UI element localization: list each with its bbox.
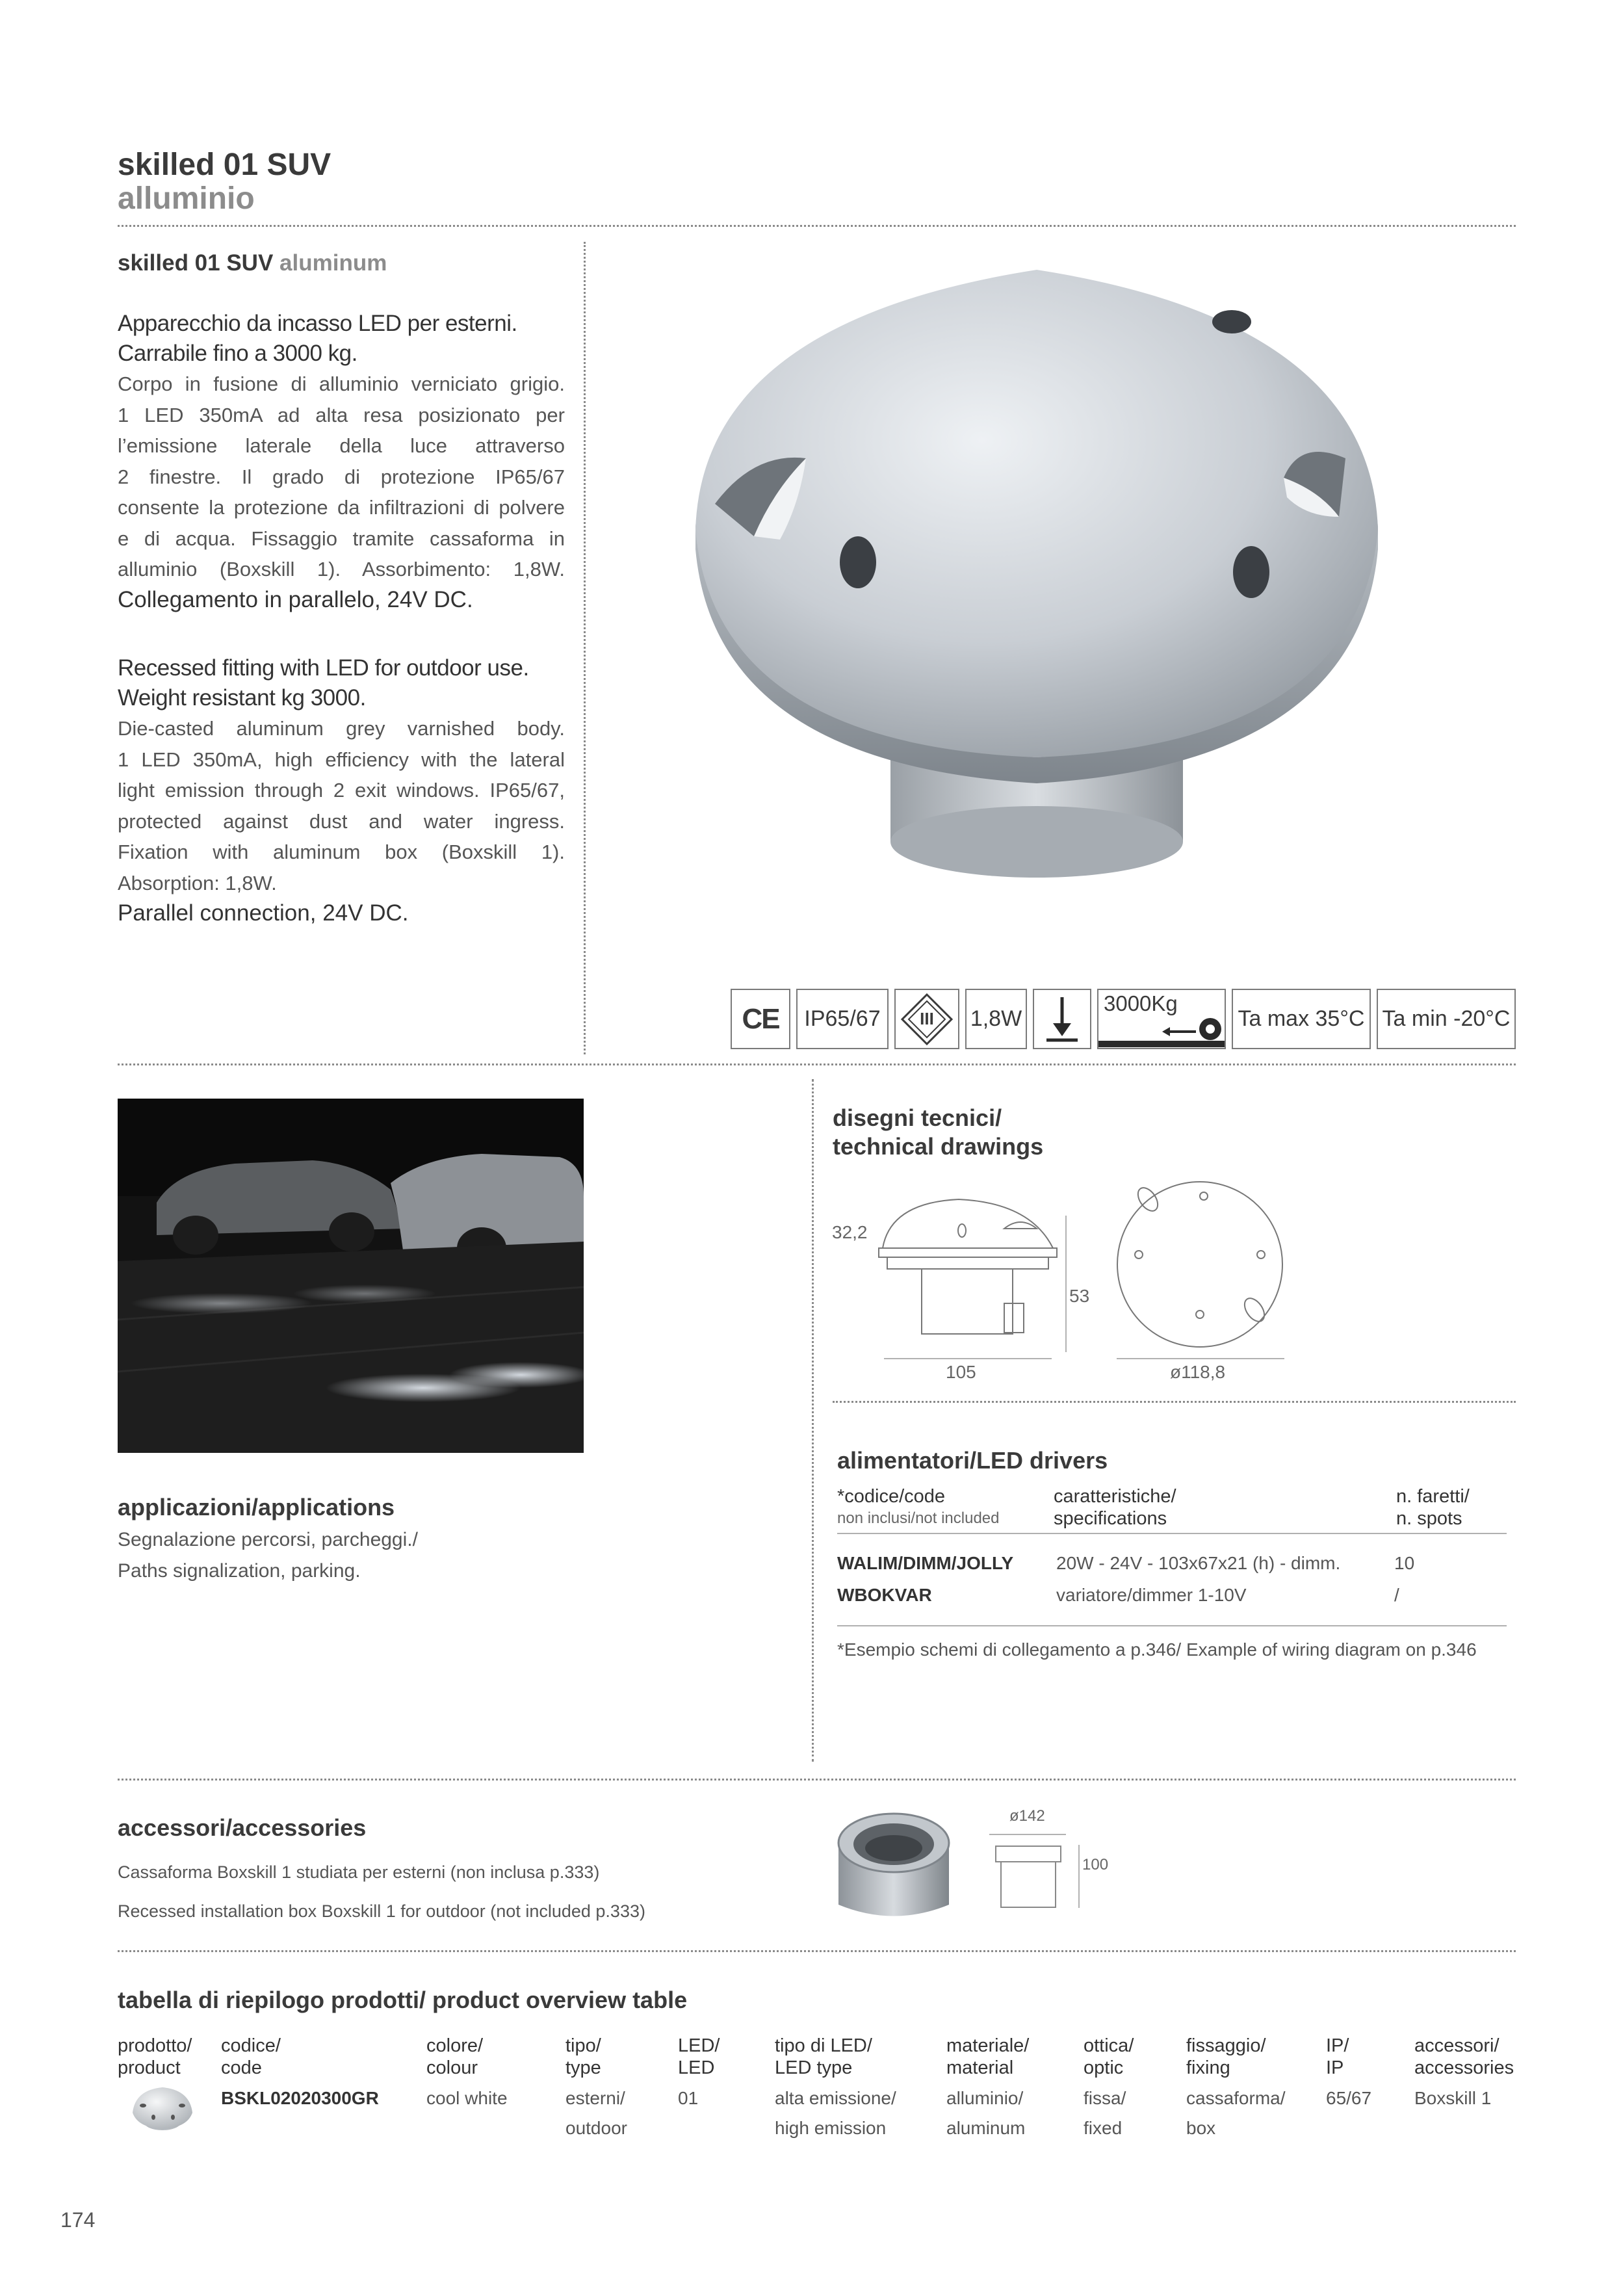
overview-col-product-2: product [118,2057,181,2078]
accessories-title: accessori/accessories [118,1814,367,1841]
top-column-divider [584,242,586,1054]
dim-diameter-label: ø118,8 [1170,1362,1226,1382]
driver-row-2-code: WBOKVAR [837,1585,932,1605]
application-photo [118,1099,584,1453]
overview-row-optic-1: fissa/ [1084,2088,1126,2108]
overview-row-type-2: outdoor [565,2118,627,2138]
drivers-title: alimentatori/LED drivers [837,1447,1108,1474]
description-en-line-1: Die-casted aluminum grey varnished body. [118,717,565,740]
description-it-line-5: consente la protezione da infiltrazioni di polvere [118,496,565,519]
page-number: 174 [60,2208,96,2232]
boxskill-height-label: 100 [1082,1856,1109,1873]
drivers-col-code [837,1485,1000,1530]
middle-column-divider [812,1079,814,1762]
accessories-text [118,1853,645,1931]
driver-row-1-spec: 20W - 24V - 103x67x21 (h) - dimm. [1056,1553,1341,1573]
dim-height-label: 53 [1069,1286,1090,1306]
overview-col-led [678,2035,720,2079]
description-it-lead-2: Carrabile fino a 3000 kg. [118,341,357,366]
applications-line-2: Paths signalization, parking. [118,1560,361,1582]
drivers-note: *Esempio schemi di collegamento a p.346/ Example of wiring diagram on p.346 [837,1639,1477,1660]
overview-col-led-type-1: tipo di LED/ [775,2035,872,2056]
description-en-strong: Parallel connection, 24V DC. [118,900,409,926]
section-divider-3 [118,1950,1516,1952]
technical-drawings-title-1: disegni tecnici/ [833,1104,1002,1131]
overview-col-accessories-2: accessories [1414,2057,1514,2078]
ta-min-badge [1377,989,1516,1049]
overview-col-code-2: code [221,2057,262,2078]
description-it-line-7: alluminio (Boxskill 1). Assorbimento: 1,8W. [118,558,565,581]
driver-row-2-spec: variatore/dimmer 1-10V [1056,1585,1247,1605]
overview-row-led: 01 [678,2088,699,2108]
overview-row-ip: 65/67 [1326,2088,1372,2108]
technical-drawing [825,1164,1306,1391]
section-divider-1 [118,1063,1516,1065]
overview-row-led-type-1: alta emissione/ [775,2088,896,2108]
overview-row-accessories: Boxskill 1 [1414,2088,1492,2108]
description-en-line-3: light emission through 2 exit windows. IP65/67, [118,779,565,802]
drivers-col-spec-1: caratteristiche/ [1054,1486,1176,1507]
power-badge [965,989,1027,1049]
description-it-line-1: Corpo in fusione di alluminio verniciato grigio. [118,372,565,395]
overview-row-type [565,2083,627,2143]
class-iii-text: III [920,1009,934,1028]
drawings-divider [833,1401,1516,1403]
overview-col-product [118,2035,192,2079]
dim-top-label: 32,2 [832,1222,868,1242]
product-heading-name: skilled 01 SUV [118,250,274,276]
driver-row-1-code: WALIM/DIMM/JOLLY [837,1553,1014,1573]
description-en-line-6: Absorption: 1,8W. [118,871,277,894]
section-divider-2 [118,1779,1516,1781]
drivers-col-spots-1: n. faretti/ [1396,1486,1470,1507]
overview-row-led-type [775,2083,896,2143]
product-thumbnail [129,2083,197,2135]
overview-row-fixing [1186,2083,1286,2143]
overview-col-fixing [1186,2035,1266,2079]
arrow-down-icon [1043,993,1082,1045]
drivers-col-spec-2: specifications [1054,1508,1167,1529]
header-divider [118,225,1516,227]
overview-col-material [946,2035,1029,2079]
walkover-arrow-icon [1033,989,1091,1049]
description-it-line-3: l’emissione laterale della luce attraverso [118,434,565,457]
overview-col-led-type-2: LED type [775,2057,853,2078]
description-en-lead-1: Recessed fitting with LED for outdoor use. [118,655,529,681]
boxskill-diameter-label: ø142 [1009,1807,1045,1825]
dim-width-label: 105 [946,1362,976,1382]
overview-col-ip-2: IP [1326,2057,1344,2078]
overview-col-fixing-1: fissaggio/ [1186,2035,1266,2056]
power-text: 1,8W [970,1006,1022,1031]
ip-rating-badge [796,989,889,1049]
load-rating-badge [1097,989,1226,1049]
description-en-lead-2: Weight resistant kg 3000. [118,685,366,711]
driver-row-1-spots: 10 [1394,1553,1415,1573]
overview-col-type [565,2035,601,2079]
boxskill-photo [825,1797,962,1927]
overview-title: tabella di riepilogo prodotti/ product overview table [118,1987,688,2013]
overview-col-fixing-2: fixing [1186,2057,1230,2078]
technical-drawings-title [833,1104,1043,1161]
drivers-col-spots-2: n. spots [1396,1508,1462,1529]
overview-row-fixing-2: box [1186,2118,1216,2138]
overview-col-product-1: prodotto/ [118,2035,192,2056]
overview-row-colour: cool white [426,2088,508,2108]
drivers-col-spec [1054,1485,1176,1530]
overview-col-code [221,2035,281,2079]
applications-text [118,1524,418,1587]
overview-row-optic-2: fixed [1084,2118,1123,2138]
drivers-col-code-1: *codice/code [837,1486,946,1507]
applications-line-1: Segnalazione percorsi, parcheggi./ [118,1529,418,1550]
description-en-line-5: Fixation with aluminum box (Boxskill 1). [118,841,565,863]
product-heading [118,250,387,276]
overview-row-type-1: esterni/ [565,2088,625,2108]
boxskill-drawing [981,1820,1092,1918]
overview-row-led-type-2: high emission [775,2118,887,2138]
overview-col-led-2: LED [678,2057,715,2078]
overview-col-colour-1: colore/ [426,2035,484,2056]
ta-max-text: Ta max 35°C [1238,1006,1365,1031]
description-en-line-4: protected against dust and water ingress. [118,809,565,833]
product-photo [676,244,1397,913]
ce-mark-icon [731,989,790,1049]
ce-mark-text: CE [742,1002,779,1035]
overview-col-led-type [775,2035,872,2079]
technical-drawings-title-2: technical drawings [833,1133,1044,1160]
overview-col-colour [426,2035,483,2079]
overview-col-led-1: LED/ [678,2035,720,2056]
overview-col-accessories-1: accessori/ [1414,2035,1500,2056]
drivers-header-rule [837,1533,1507,1534]
description-italian [118,309,565,615]
overview-col-optic-1: ottica/ [1084,2035,1134,2056]
page-subtitle: alluminio [118,181,255,216]
applications-title: applicazioni/applications [118,1494,395,1520]
description-it-strong: Collegamento in parallelo, 24V DC. [118,586,473,612]
wheel-load-icon [1098,1015,1225,1049]
overview-col-optic [1084,2035,1134,2079]
description-it-line-6: e di acqua. Fissaggio tramite cassaforma in [118,527,565,550]
ta-min-text: Ta min -20°C [1382,1006,1511,1031]
description-english [118,653,565,928]
overview-row-code: BSKL02020300GR [221,2088,379,2108]
overview-col-ip-1: IP/ [1326,2035,1349,2056]
overview-col-type-1: tipo/ [565,2035,601,2056]
overview-row-material [946,2083,1025,2143]
overview-row-material-1: alluminio/ [946,2088,1024,2108]
overview-row-fixing-1: cassaforma/ [1186,2088,1286,2108]
overview-col-accessories [1414,2035,1514,2079]
class-iii-icon [894,989,959,1049]
accessories-line-2: Recessed installation box Boxskill 1 for outdoor (not included p.333) [118,1901,645,1921]
accessories-line-1: Cassaforma Boxskill 1 studiata per esterni (non inclusa p.333) [118,1862,600,1882]
description-it-lead-1: Apparecchio da incasso LED per esterni. [118,311,517,336]
description-en-line-2: 1 LED 350mA, high efficiency with the lateral [118,748,565,771]
load-rating-text: 3000Kg [1104,991,1178,1015]
driver-row-2-spots: / [1394,1585,1399,1605]
overview-col-material-1: materiale/ [946,2035,1030,2056]
description-it-line-4: 2 finestre. Il grado di protezione IP65/67 [118,465,565,488]
overview-row-material-2: aluminum [946,2118,1026,2138]
ta-max-badge [1232,989,1371,1049]
overview-col-material-2: material [946,2057,1014,2078]
overview-col-code-1: codice/ [221,2035,281,2056]
ip-rating-text: IP65/67 [804,1006,881,1031]
overview-col-ip [1326,2035,1349,2079]
description-it-line-2: 1 LED 350mA ad alta resa posizionato per [118,403,565,426]
product-heading-material: aluminum [279,250,387,276]
overview-col-optic-2: optic [1084,2057,1124,2078]
drivers-col-spots [1396,1485,1470,1530]
page-title: skilled 01 SUV [118,148,331,182]
overview-col-type-2: type [565,2057,601,2078]
drivers-col-code-2: non inclusi/not included [837,1509,1000,1527]
overview-row-optic [1084,2083,1126,2143]
drivers-footer-rule [837,1625,1507,1626]
overview-col-colour-2: colour [426,2057,478,2078]
